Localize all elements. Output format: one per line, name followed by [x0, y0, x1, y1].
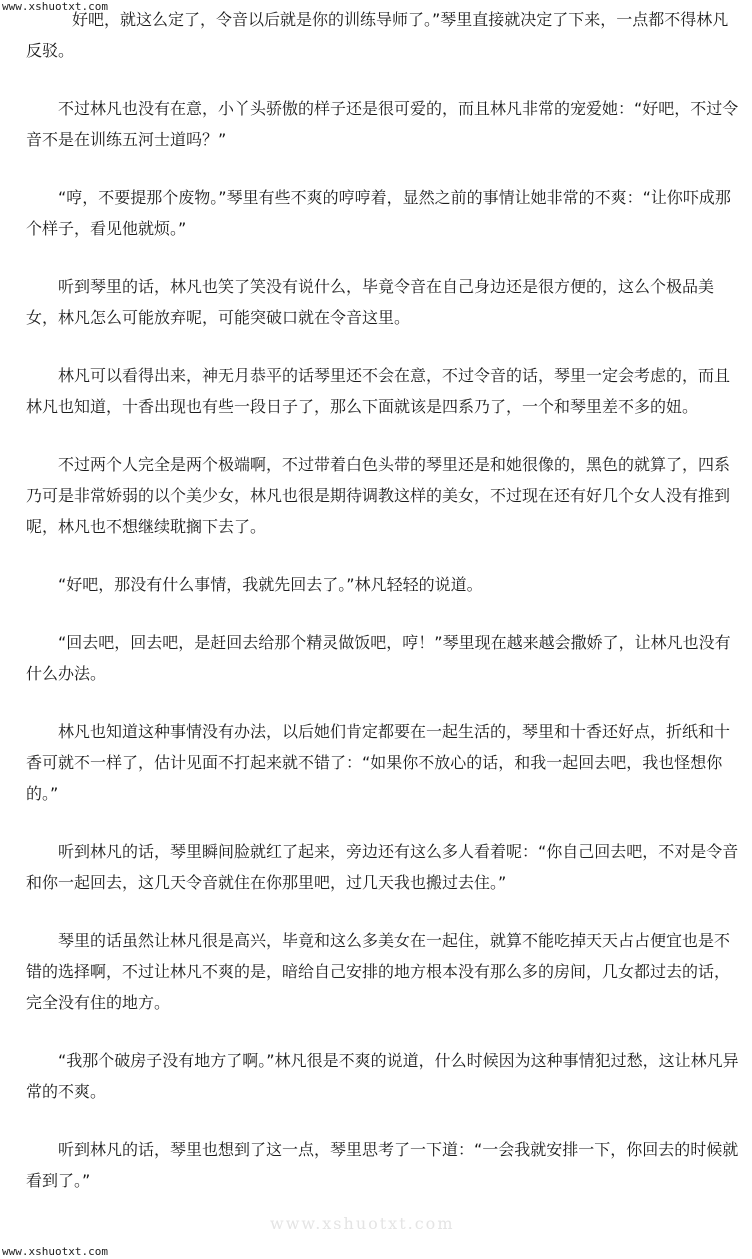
paragraph-11: 琴里的话虽然让林凡很是高兴，毕竟和这么多美女在一起住，就算不能吃掉天天占占便宜也是不错的选择啊，不过让林凡不爽的是，暗给自己安排的地方根本没有那么多的房间，几女都过去的话，完全没有住的地方。: [26, 931, 731, 1012]
paragraph-7: “好吧，那没有什么事情，我就先回去了。”林凡轻轻的说道。: [58, 575, 483, 594]
watermark-top: www.xshuotxt.com: [2, 0, 108, 13]
faint-watermark: www.xshuotxt.com: [270, 1214, 455, 1233]
watermark-bottom: www.xshuotxt.com: [2, 1245, 108, 1258]
paragraph-13: 听到林凡的话，琴里也想到了这一点，琴里思考了一下道：“一会我就安排一下，你回去的时候就看到了。”: [26, 1140, 739, 1190]
paragraph-12: “我那个破房子没有地方了啊。”林凡很是不爽的说道，什么时候因为这种事情犯过愁，这让林凡异常的不爽。: [26, 1051, 739, 1101]
paragraph-1: 好吧，就这么定了，令音以后就是你的训练导师了。”琴里直接就决定了下来，一点都不得林凡反驳。: [26, 10, 729, 60]
paragraph-8: “回去吧，回去吧，是赶回去给那个精灵做饭吧，哼！”琴里现在越来越会撒娇了，让林凡也没有什么办法。: [26, 633, 731, 683]
paragraph-5: 林凡可以看得出来，神无月恭平的话琴里还不会在意，不过令音的话，琴里一定会考虑的，而且林凡也知道，十香出现也有些一段日子了，那么下面就该是四系乃了，一个和琴里差不多的妞。: [26, 366, 731, 416]
paragraph-9: 林凡也知道这种事情没有办法，以后她们肯定都要在一起生活的，琴里和十香还好点，折纸和十香可就不一样了，估计见面不打起来就不错了：“如果你不放心的话，和我一起回去吧，我也怪想你的。”: [26, 722, 731, 803]
paragraph-4: 听到琴里的话，林凡也笑了笑没有说什么，毕竟令音在自己身边还是很方便的，这么个极品美女，林凡怎么可能放弃呢，可能突破口就在令音这里。: [26, 277, 715, 327]
article-body: [26, 4, 742, 1223]
paragraph-6: 不过两个人完全是两个极端啊，不过带着白色头带的琴里还是和她很像的，黑色的就算了，四系乃可是非常娇弱的以个美少女，林凡也很是期待调教这样的美女，不过现在还有好几个女人没有推到呢，林凡也不想继续耽搁下去了。: [26, 455, 731, 536]
paragraph-3: “哼，不要提那个废物。”琴里有些不爽的哼哼着，显然之前的事情让她非常的不爽：“让你吓成那个样子，看见他就烦。”: [26, 188, 731, 238]
paragraph-2: 不过林凡也没有在意，小丫头骄傲的样子还是很可爱的，而且林凡非常的宠爱她：“好吧，不过令音不是在训练五河士道吗？”: [26, 99, 739, 149]
paragraph-10: 听到林凡的话，琴里瞬间脸就红了起来，旁边还有这么多人看着呢：“你自己回去吧，不对是令音和你一起回去，这几天令音就住在你那里吧，过几天我也搬过去住。”: [26, 842, 739, 892]
